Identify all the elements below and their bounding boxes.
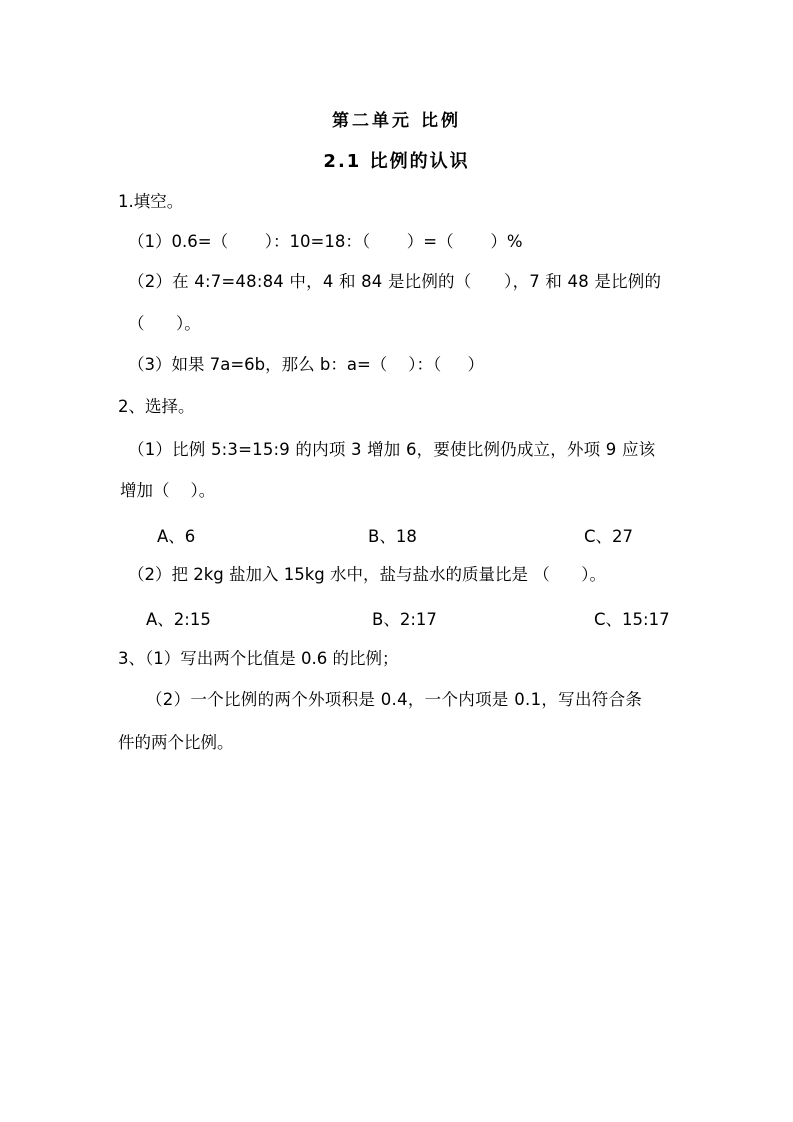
q1-item-3: （3）如果 7a=6b，那么 b：a=（ ）：（ ） xyxy=(128,355,485,374)
q2-sub2-text: （2）把 2kg 盐加入 15kg 水中，盐与盐水的质量比是 （ ）。 xyxy=(128,565,606,584)
q2-sub1-option-b: B、18 xyxy=(368,527,417,546)
q2-sub1-line1: （1）比例 5:3=15:9 的内项 3 增加 6，要使比例仍成立，外项 9 应该 xyxy=(128,440,656,459)
section-title: 2.1 比例的认识 xyxy=(323,151,470,172)
q2-sub1-option-c: C、27 xyxy=(584,527,634,546)
unit-title: 第二单元 比例 xyxy=(332,111,461,131)
q2-sub1-line2: 增加（ ）。 xyxy=(120,481,216,500)
q2-heading: 2、选择。 xyxy=(118,397,195,416)
q1-item-2: （2）在 4:7=48:84 中，4 和 84 是比例的（ ），7 和 48 是比例的 xyxy=(128,272,662,291)
q1-item-2-cont: （ ）。 xyxy=(128,314,201,333)
q1-heading: 1.填空。 xyxy=(118,192,184,211)
q2-sub1-option-a: A、6 xyxy=(157,527,196,546)
q3-line1: 3、（1）写出两个比值是 0.6 的比例； xyxy=(118,649,399,668)
q2-sub2-option-a: A、2:15 xyxy=(146,610,211,629)
q2-sub2-option-c: C、15:17 xyxy=(594,610,670,629)
q2-sub2-option-b: B、2:17 xyxy=(372,610,437,629)
q3-line3: 件的两个比例。 xyxy=(118,733,234,752)
q3-line2: （2）一个比例的两个外项积是 0.4，一个内项是 0.1，写出符合条 xyxy=(146,690,643,709)
q1-item-1: （1）0.6=（ ）：10=18：（ ）=（ ）% xyxy=(128,232,523,251)
